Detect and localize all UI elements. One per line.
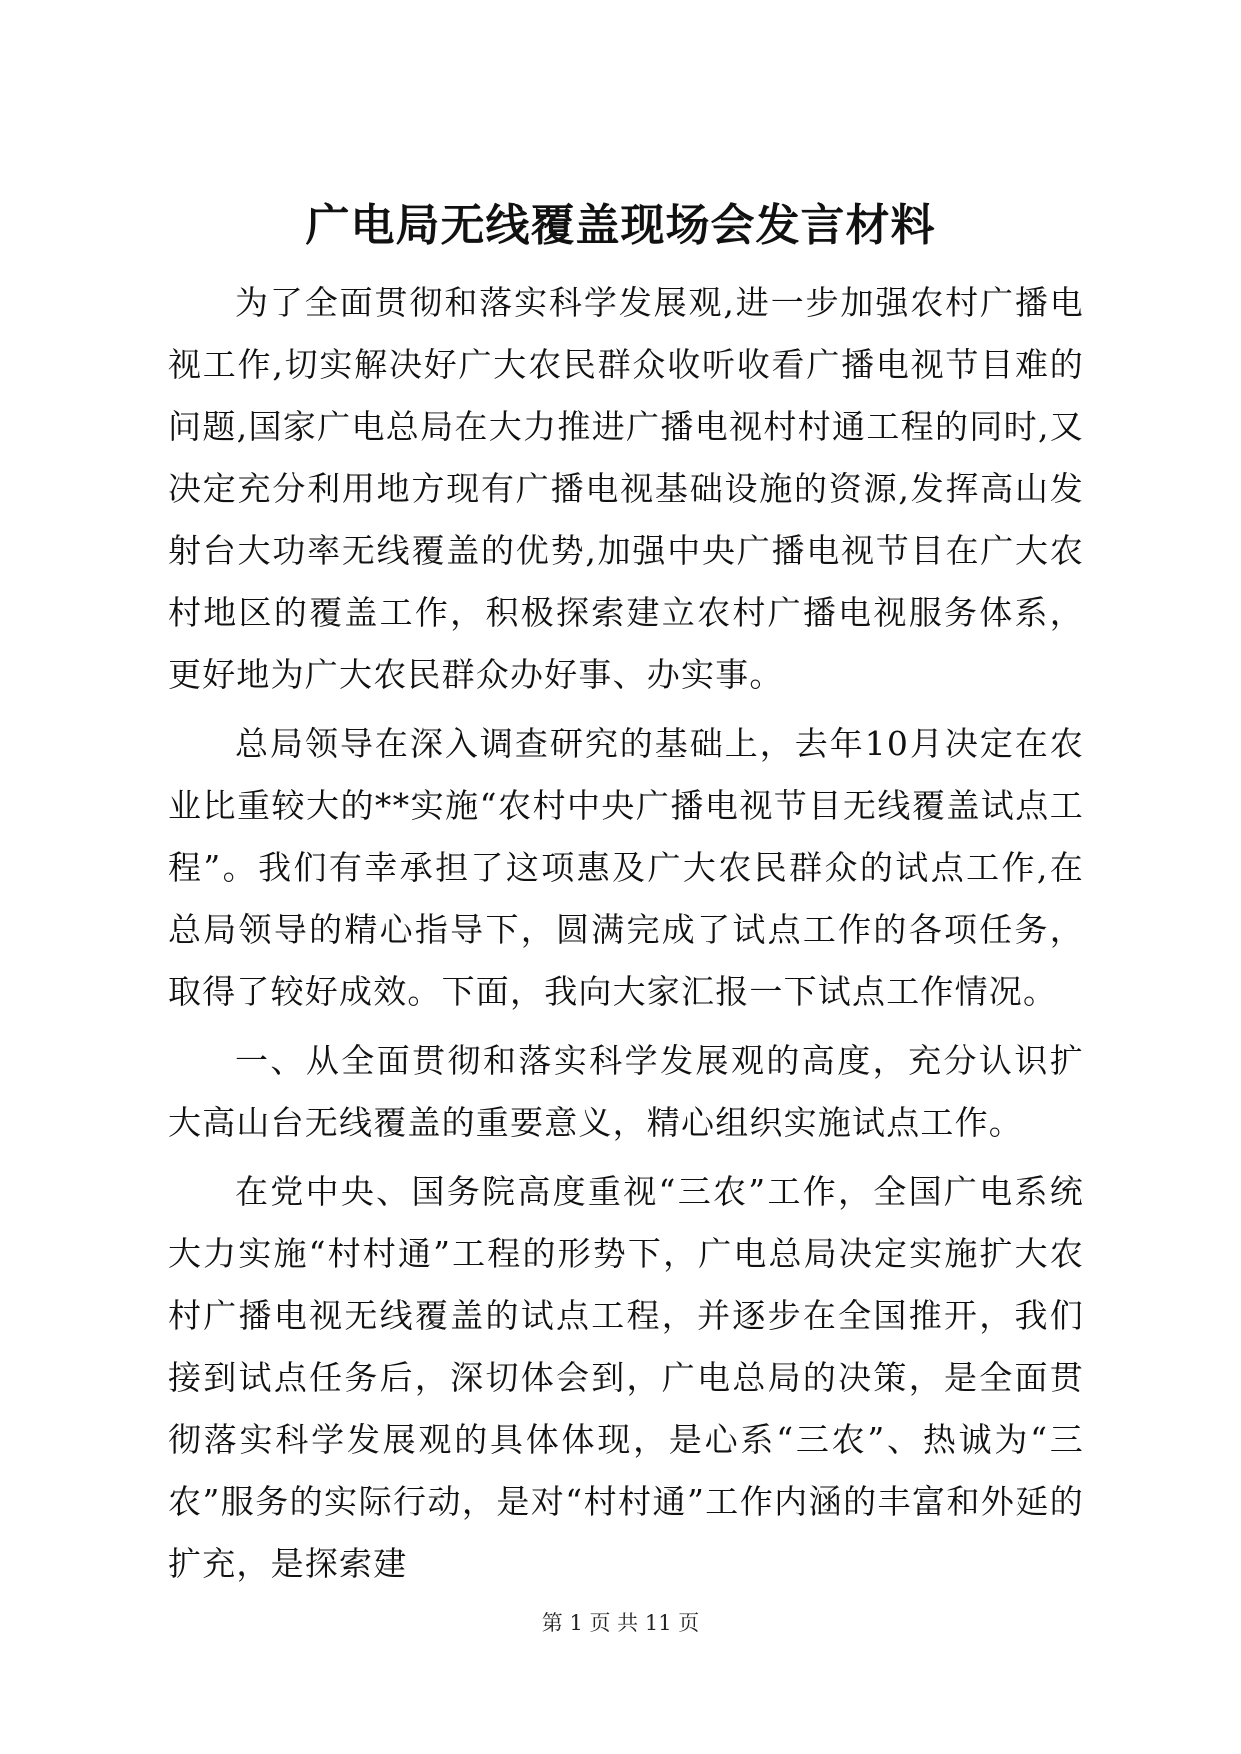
page-number-footer: 第 1 页 共 11 页 [541, 1611, 700, 1635]
paragraph-background: 总局领导在深入调查研究的基础上，去年10月决定在农业比重较大的**实施“农村中央广播电视节目无线覆盖试点工程”。我们有幸承担了这项惠及广大农民群众的试点工作,在总局领导的精心指导下，圆满完成了试点工作的各项任务，取得了较好成效。下面，我向大家汇报一下试点工作情况。 [168, 724, 1084, 1011]
paragraph-intro: 为了全面贯彻和落实科学发展观,进一步加强农村广播电视工作,切实解决好广大农民群众收听收看广播电视节目难的问题,国家广电总局在大力推进广播电视村村通工程的同时,又决定充分利用地方现有广播电视基础设施的资源,发挥高山发射台大功率无线覆盖的优势,加强中央广播电视节目在广大农村地区的覆盖工作，积极探索建立农村广播电视服务体系，更好地为广大农民群众办好事、办实事。 [168, 283, 1084, 694]
paragraph-section-one: 在党中央、国务院高度重视“三农”工作，全国广电系统大力实施“村村通”工程的形势下，广电总局决定实施扩大农村广播电视无线覆盖的试点工程，并逐步在全国推开，我们接到试点任务后，深切体会到，广电总局的决策，是全面贯彻落实科学发展观的具体体现，是心系“三农”、热诚为“三农”服务的实际行动，是对“村村通”工作内涵的丰富和外延的扩充，是探索建 [168, 1172, 1084, 1583]
document-body [168, 272, 1084, 1595]
section-heading-one: 一、从全面贯彻和落实科学发展观的高度，充分认识扩大高山台无线覆盖的重要意义，精心组织实施试点工作。 [168, 1041, 1084, 1142]
document-title: 广电局无线覆盖现场会发言材料 [305, 200, 936, 251]
